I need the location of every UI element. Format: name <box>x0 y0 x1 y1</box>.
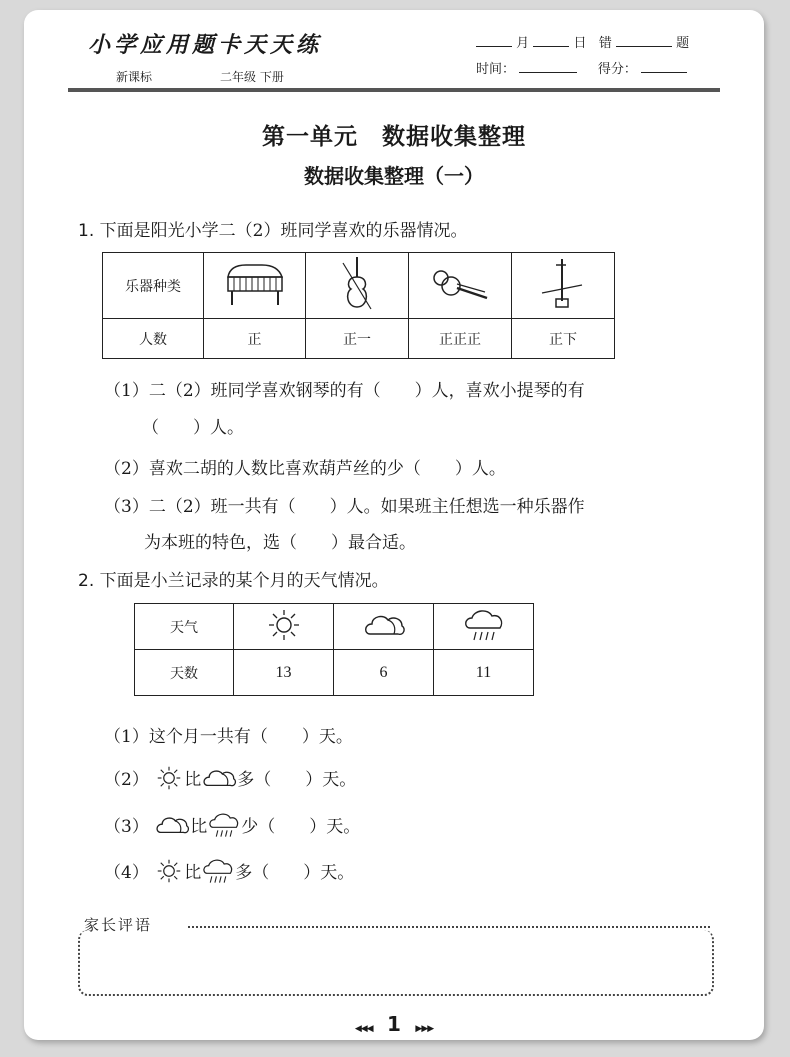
day-blank[interactable] <box>533 34 569 47</box>
cloud-icon <box>334 604 434 650</box>
question-unit-label: 题 <box>676 36 690 51</box>
sun-icon <box>154 764 184 797</box>
weather-table <box>134 603 534 696</box>
q1-sub2: （2）喜欢二胡的人数比喜欢葫芦丝的少（ ）人。 <box>104 459 506 479</box>
cloudy-days: 6 <box>334 650 434 696</box>
time-score-line <box>476 58 687 77</box>
weather-row-label: 天气 <box>135 604 234 650</box>
sun-icon <box>154 857 184 890</box>
q1-sub3-line-a: （3）二（2）班一共有（ ）人。如果班主任想选一种乐器作 <box>104 497 585 517</box>
days-row-label: 天数 <box>135 650 234 696</box>
q2-sub3-tail: 少（ ）天。 <box>241 817 361 837</box>
parent-comment-label: 家长评语 <box>84 916 153 934</box>
rainy-days: 11 <box>434 650 534 696</box>
wrong-label: 错 <box>598 36 612 51</box>
brand-title: 小学应用题卡天天练 <box>88 33 323 58</box>
q2-sub2-num: （2） <box>104 770 149 790</box>
question-1-text: 下面是阳光小学二（2）班同学喜欢的乐器情况。 <box>99 221 468 241</box>
q2-sub1: （1）这个月一共有（ ）天。 <box>104 727 353 747</box>
cloud-icon <box>154 812 190 843</box>
date-line <box>476 32 689 51</box>
q2-sub2 <box>104 764 356 797</box>
instrument-row-label: 乐器种类 <box>103 253 204 319</box>
q2-sub4-compare: 比 <box>184 863 202 883</box>
next-arrows-icon: ▶▶▶ <box>415 1024 434 1034</box>
cloud-icon <box>201 765 237 796</box>
month-blank[interactable] <box>476 34 512 47</box>
day-label: 日 <box>573 36 587 51</box>
wrong-blank[interactable] <box>616 34 672 47</box>
q2-sub4 <box>104 856 354 891</box>
q2-sub3-num: （3） <box>104 817 149 837</box>
rain-icon <box>207 810 241 845</box>
time-label: 时间： <box>476 62 516 77</box>
q2-sub3-compare: 比 <box>190 817 208 837</box>
piano-count: 正 <box>204 319 306 359</box>
question-1 <box>78 216 467 241</box>
lesson-title: 数据收集整理（一） <box>304 164 484 188</box>
worksheet-page <box>24 10 764 1040</box>
parent-comment-box[interactable] <box>78 930 714 996</box>
q2-sub3 <box>104 810 360 845</box>
edition-label: 新课标 <box>116 70 153 84</box>
page-footer <box>24 1012 764 1036</box>
month-label: 月 <box>516 36 530 51</box>
unit-title: 第一单元 数据收集整理 <box>262 124 526 150</box>
rain-icon <box>201 856 235 891</box>
prev-arrows-icon: ◀◀◀ <box>354 1024 373 1034</box>
q1-sub1-line-b: （ ）人。 <box>142 418 244 438</box>
violin-icon <box>306 253 409 319</box>
time-blank[interactable] <box>519 60 577 73</box>
q1-sub1-line-a: （1）二（2）班同学喜欢钢琴的有（ ）人，喜欢小提琴的有 <box>104 381 585 401</box>
violin-count: 正一 <box>306 319 409 359</box>
page-number: 1 <box>387 1012 401 1036</box>
piano-icon <box>204 253 306 319</box>
comment-top-border <box>188 926 710 928</box>
header-rule <box>68 88 720 92</box>
instrument-table <box>102 252 615 359</box>
sun-icon <box>234 604 334 650</box>
rain-icon <box>434 604 534 650</box>
hulusi-icon <box>409 253 512 319</box>
q1-sub3-line-b: 为本班的特色，选（ ）最合适。 <box>144 533 416 553</box>
count-row-label: 人数 <box>103 319 204 359</box>
question-2-number: 2. <box>78 571 95 591</box>
question-1-number: 1. <box>78 221 95 241</box>
q2-sub2-compare: 比 <box>184 770 202 790</box>
q2-sub4-tail: 多（ ）天。 <box>235 863 355 883</box>
question-2 <box>78 566 389 591</box>
q2-sub4-num: （4） <box>104 863 149 883</box>
erhu-icon <box>512 253 615 319</box>
q2-sub2-tail: 多（ ）天。 <box>237 770 357 790</box>
question-2-text: 下面是小兰记录的某个月的天气情况。 <box>99 571 389 591</box>
sunny-days: 13 <box>234 650 334 696</box>
score-blank[interactable] <box>641 60 687 73</box>
score-label: 得分： <box>597 62 637 77</box>
hulusi-count: 正正正 <box>409 319 512 359</box>
erhu-count: 正下 <box>512 319 615 359</box>
grade-label: 二年级 下册 <box>220 70 284 84</box>
